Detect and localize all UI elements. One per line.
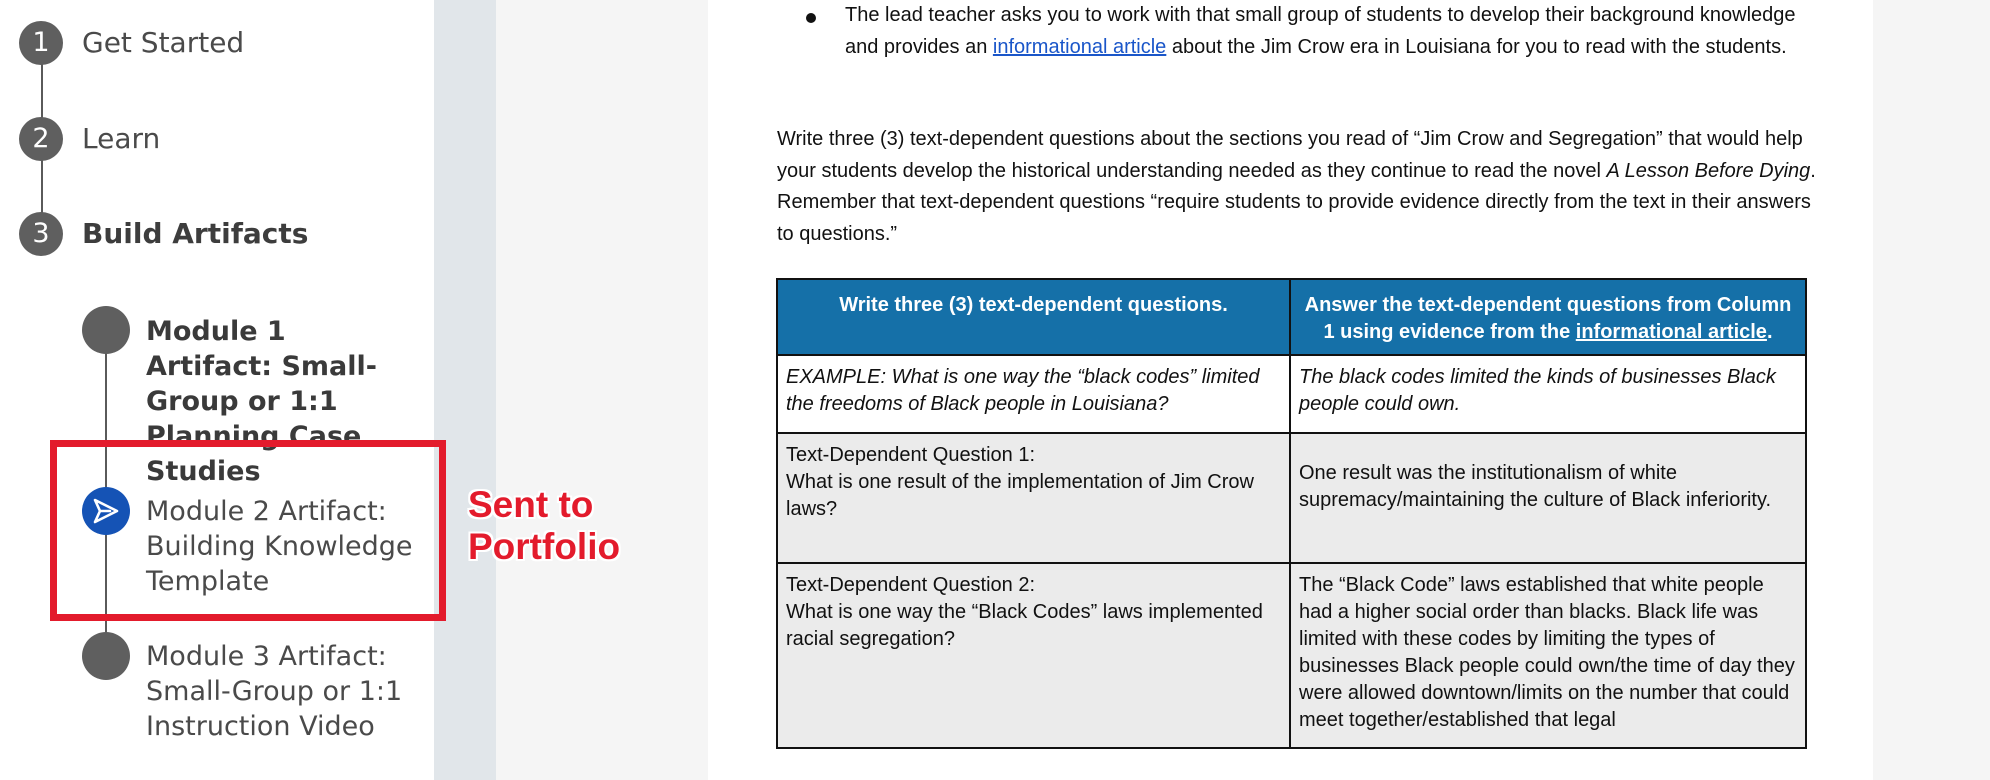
question-2-cell[interactable] [777, 563, 1290, 748]
example-question: EXAMPLE: What is one way the “black codes” limited the freedoms of Black people in Louisiana? [777, 355, 1290, 433]
module-2-artifact-link[interactable]: Module 2 Artifact: Building Knowledge Template [146, 496, 413, 597]
step-learn[interactable]: Learn [82, 122, 161, 155]
step-get-started[interactable]: Get Started [82, 26, 245, 59]
module-1-status-dot [82, 306, 130, 354]
step-3-number[interactable]: 3 [19, 212, 63, 256]
module-1-artifact-link[interactable]: Module 1 Artifact: Small-Group or 1:1 Planning Case Studies [146, 316, 377, 487]
module-3-status-dot [82, 632, 130, 680]
question-1-title: Text-Dependent Question 1: [786, 444, 1036, 466]
step-2-number[interactable]: 2 [19, 117, 63, 161]
paragraph-text-1: Write three (3) text-dependent questions about the sections you read of “Jim Crow and Segregation” that would help your students develop the historical understanding needed as they continue to read the novel [777, 128, 1803, 182]
bullet-text: The lead teacher asks you to work with that small group of students to develop their background knowledge and provides an [845, 4, 1796, 58]
example-answer: The black codes limited the kinds of businesses Black people could own. [1290, 355, 1806, 433]
table-row [777, 355, 1806, 433]
table-header-questions: Write three (3) text-dependent questions. [777, 279, 1290, 355]
bullet-text-end: about the Jim Crow era in Louisiana for you to read with the students. [1166, 35, 1787, 58]
bullet-dot [806, 13, 816, 23]
step-1-number[interactable]: 1 [19, 21, 63, 65]
module-3-artifact-link[interactable]: Module 3 Artifact: Small-Group or 1:1 Instruction Video [146, 641, 403, 742]
question-1-cell[interactable] [777, 433, 1290, 563]
header-answers-end: . [1766, 321, 1773, 343]
question-2-title: Text-Dependent Question 2: [786, 574, 1036, 596]
panel-divider [434, 0, 496, 780]
answer-2-cell[interactable]: The “Black Code” laws established that white people had a higher social order than blacks. Black life was limited with these codes by limiting the types of businesses Black people could own/the time of day they were allowed downtown/limits on the number that could meet together/established that legal [1290, 563, 1806, 748]
table-header-answers [1290, 279, 1806, 355]
header-informational-article-link[interactable]: informational article [1575, 321, 1767, 343]
answer-1-cell[interactable]: One result was the institutionalism of white supremacy/maintaining the culture of Black inferiority. [1290, 433, 1806, 563]
instructions-paragraph [777, 124, 1817, 250]
paragraph-text-2: . Remember that text-dependent questions “require students to provide evidence directly from the text in their answers to questions.” [777, 159, 1816, 245]
highlight-box [50, 440, 446, 621]
header-answers-text: Answer the text-dependent questions from Column 1 using evidence from the [1304, 294, 1792, 343]
text-dependent-questions-table [776, 278, 1807, 749]
table-header-row [777, 279, 1806, 355]
question-1-text: What is one result of the implementation of Jim Crow laws? [786, 471, 1254, 520]
table-row [777, 433, 1806, 563]
table-row [777, 563, 1806, 748]
informational-article-link[interactable]: informational article [992, 35, 1167, 58]
stepper-sidebar [0, 0, 434, 780]
sent-to-portfolio-annotation: Sent to Portfolio [468, 484, 621, 567]
novel-title: A Lesson Before Dying [1606, 159, 1811, 182]
question-2-text: What is one way the “Black Codes” laws implemented racial segregation? [786, 601, 1263, 650]
step-build-artifacts[interactable]: Build Artifacts [82, 217, 309, 250]
